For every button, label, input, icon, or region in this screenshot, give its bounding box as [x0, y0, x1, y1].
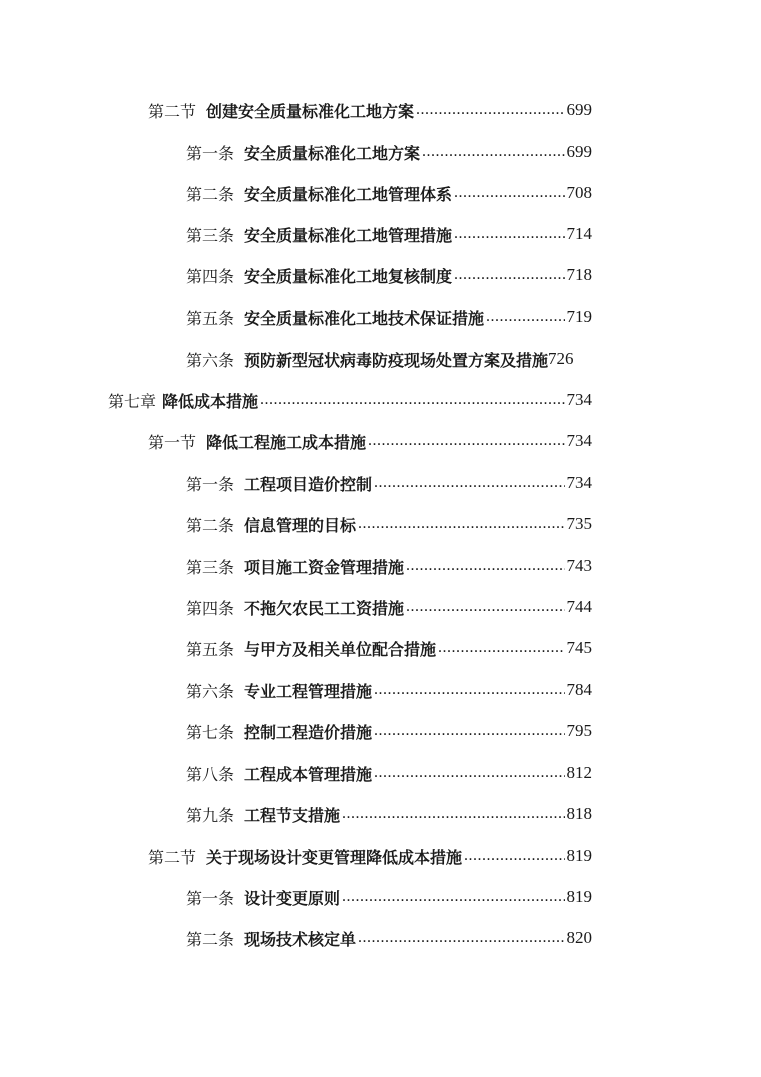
dot-leader: [454, 185, 564, 201]
entry-number: 第一条: [186, 474, 235, 494]
entry-title: 现场技术核定单: [244, 929, 357, 949]
toc-entry-article[interactable]: [186, 137, 592, 167]
entry-title: 关于现场设计变更管理降低成本措施: [206, 847, 463, 867]
entry-number: 第一条: [186, 888, 235, 908]
entry-number: 第六条: [186, 350, 235, 370]
dot-leader: [416, 102, 564, 118]
entry-page-number: 734: [566, 473, 592, 492]
dot-leader: [260, 392, 564, 408]
entry-title: 创建安全质量标准化工地方案: [206, 101, 415, 121]
dot-leader: [374, 765, 564, 781]
entry-title: 安全质量标准化工地管理体系: [244, 184, 453, 204]
dot-leader: [406, 558, 564, 574]
entry-number: 第二条: [186, 929, 235, 949]
entry-page-number: 818: [566, 804, 592, 823]
dot-leader: [374, 682, 564, 698]
dot-leader: [368, 433, 564, 449]
entry-number: 第二条: [186, 515, 235, 535]
entry-title: 工程项目造价控制: [244, 474, 373, 494]
entry-title: 安全质量标准化工地管理措施: [244, 225, 453, 245]
entry-page-number: 734: [566, 390, 592, 409]
toc-entry-article[interactable]: [186, 551, 592, 581]
entry-title: 降低工程施工成本措施: [206, 432, 367, 452]
toc-entry-section[interactable]: [148, 426, 592, 456]
entry-page-number: 699: [566, 142, 592, 161]
toc-entry-article[interactable]: [186, 633, 592, 663]
entry-page-number: 784: [566, 680, 592, 699]
entry-number: 第三条: [186, 225, 235, 245]
dot-leader: [342, 889, 564, 905]
entry-title: 预防新型冠状病毒防疫现场处置方案及措施: [244, 350, 549, 370]
entry-title: 工程节支措施: [244, 805, 341, 825]
toc-entry-article[interactable]: [186, 260, 592, 290]
entry-number: 第八条: [186, 764, 235, 784]
entry-title: 信息管理的目标: [244, 515, 357, 535]
toc-entry-section[interactable]: [148, 841, 592, 871]
dot-leader: [486, 309, 564, 325]
entry-number: 第六条: [186, 681, 235, 701]
entry-title: 安全质量标准化工地技术保证措施: [244, 308, 485, 328]
dot-leader: [422, 144, 564, 160]
entry-number: 第三条: [186, 557, 235, 577]
entry-title: 不拖欠农民工工资措施: [244, 598, 405, 618]
toc-entry-article[interactable]: [186, 716, 592, 746]
entry-page-number: 699: [566, 100, 592, 119]
entry-page-number: 726: [548, 349, 574, 368]
entry-number: 第二节: [148, 847, 197, 867]
entry-title: 设计变更原则: [244, 888, 341, 908]
entry-number: 第四条: [186, 266, 235, 286]
dot-leader: [374, 723, 564, 739]
entry-page-number: 820: [566, 928, 592, 947]
entry-number: 第四条: [186, 598, 235, 618]
toc-entry-article[interactable]: [186, 509, 592, 539]
dot-leader: [358, 516, 564, 532]
entry-page-number: 745: [566, 638, 592, 657]
entry-title: 与甲方及相关单位配合措施: [244, 639, 437, 659]
dot-leader: [374, 475, 564, 491]
entry-page-number: 734: [566, 431, 592, 450]
entry-page-number: 744: [566, 597, 592, 616]
entry-number: 第五条: [186, 308, 235, 328]
entry-number: 第七条: [186, 722, 235, 742]
toc-entry-article[interactable]: [186, 592, 592, 622]
entry-page-number: 812: [566, 763, 592, 782]
entry-page-number: 735: [566, 514, 592, 533]
entry-title: 控制工程造价措施: [244, 722, 373, 742]
entry-title: 专业工程管理措施: [244, 681, 373, 701]
dot-leader: [464, 848, 564, 864]
entry-number: 第一节: [148, 432, 197, 452]
entry-title: 工程成本管理措施: [244, 764, 373, 784]
entry-number: 第五条: [186, 639, 235, 659]
toc-entry-article[interactable]: [186, 882, 592, 912]
entry-number: 第九条: [186, 805, 235, 825]
entry-title: 降低成本措施: [162, 391, 259, 411]
entry-number: 第一条: [186, 143, 235, 163]
dot-leader: [454, 226, 564, 242]
toc-entry-article[interactable]: [186, 344, 634, 374]
toc-entry-article[interactable]: [186, 923, 592, 953]
entry-title: 安全质量标准化工地复核制度: [244, 266, 453, 286]
dot-leader: [358, 930, 564, 946]
entry-page-number: 718: [566, 265, 592, 284]
entry-page-number: 708: [566, 183, 592, 202]
entry-page-number: 743: [566, 556, 592, 575]
toc-entry-article[interactable]: [186, 799, 592, 829]
toc-entry-article[interactable]: [186, 219, 592, 249]
entry-page-number: 819: [566, 887, 592, 906]
toc-entry-article[interactable]: [186, 758, 592, 788]
entry-title: 项目施工资金管理措施: [244, 557, 405, 577]
toc-entry-article[interactable]: [186, 675, 592, 705]
dot-leader: [342, 806, 564, 822]
entry-number: 第七章: [108, 391, 157, 411]
dot-leader: [438, 640, 564, 656]
toc-entry-article[interactable]: [186, 468, 592, 498]
entry-number: 第二条: [186, 184, 235, 204]
dot-leader: [406, 599, 564, 615]
entry-page-number: 819: [566, 846, 592, 865]
entry-number: 第二节: [148, 101, 197, 121]
entry-page-number: 719: [566, 307, 592, 326]
toc-entry-article[interactable]: [186, 302, 592, 332]
dot-leader: [454, 267, 564, 283]
toc-entry-article[interactable]: [186, 178, 592, 208]
entry-page-number: 714: [566, 224, 592, 243]
entry-page-number: 795: [566, 721, 592, 740]
toc-entry-section[interactable]: [148, 95, 592, 125]
toc-entry-chapter[interactable]: [108, 385, 592, 415]
entry-title: 安全质量标准化工地方案: [244, 143, 421, 163]
